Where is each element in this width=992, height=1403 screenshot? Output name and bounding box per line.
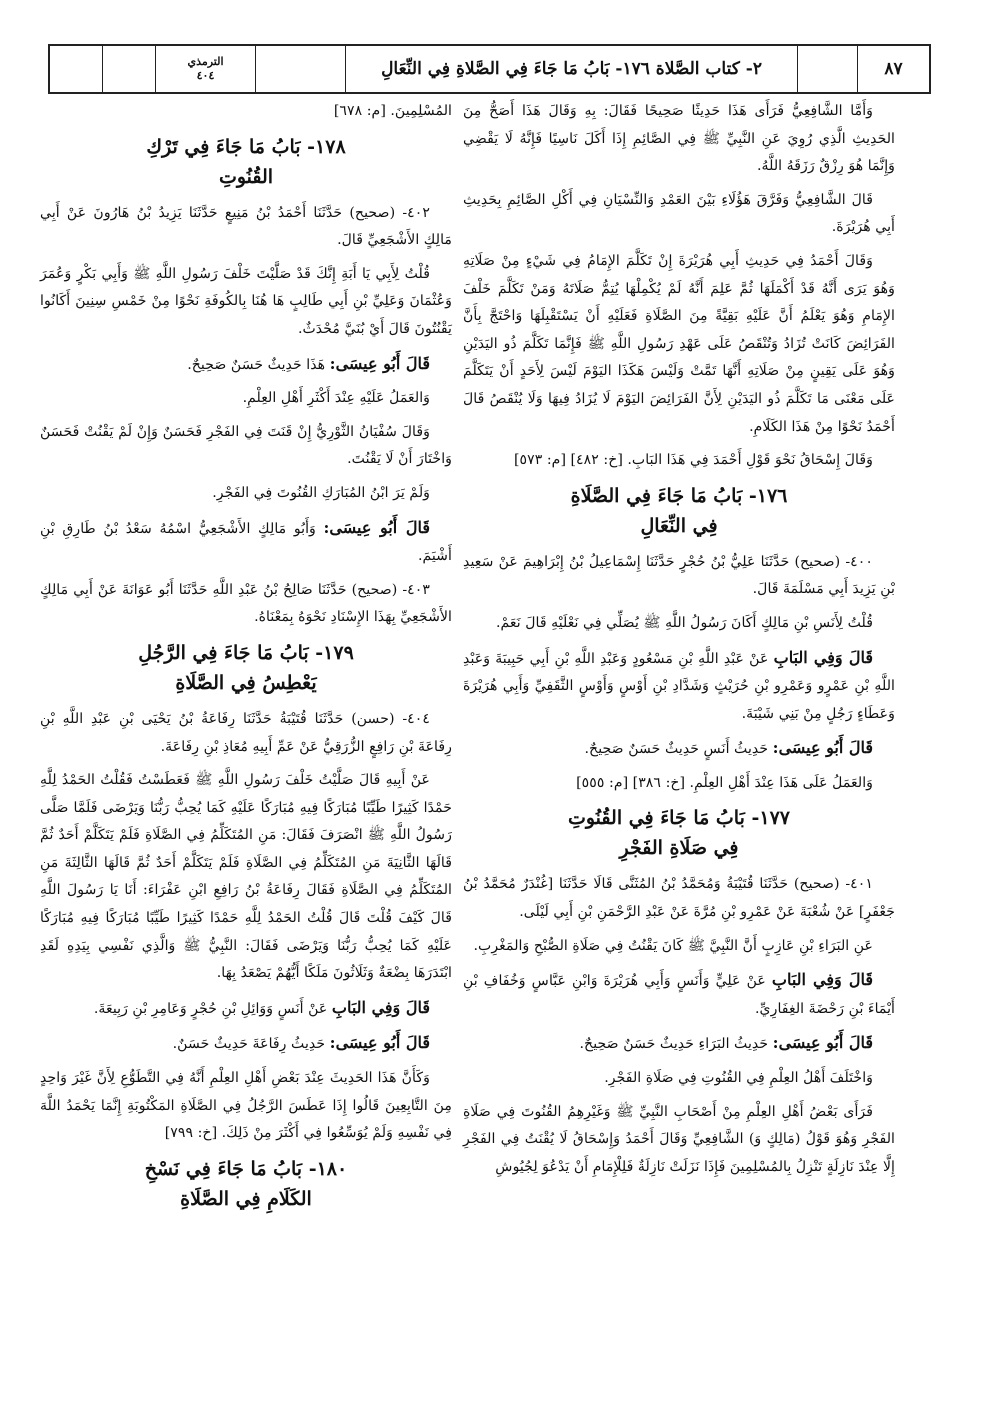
grading-text: حَدِيثُ رِفَاعَةَ حَدِيثٌ حَسَنٌ. — [172, 1036, 326, 1053]
hadith-bab — [463, 644, 895, 729]
bab-text: عَنْ عَبْدِ اللَّهِ بْنِ مَسْعُودٍ وَعَبْدِ اللَّهِ بْنِ أَبِي حَبِيبَةَ وَعَبْدِ اللَّهِ بْنِ عَمْرٍو وَعَمْرِو بْنِ حُرَيْثٍ وَشَدَّادِ بْنِ أَوْسٍ وَأَوْسٍ الثَّقَفِيِّ وَأَبِي هُرَيْرَةَ وَعَطَاءٍ رَجُلٍ مِنْ بَنِي شَيْبَةَ. — [463, 650, 895, 722]
paragraph: وَالعَمَلُ عَلَيْهِ عِنْدَ أَكْثَرِ أَهْلِ العِلْمِ. — [242, 390, 430, 407]
paragraph: وَاخْتَلَفَ أَهْلُ العِلْمِ فِي القُنُوتِ فِي صَلَاةِ الفَجْرِ. — [604, 1070, 873, 1087]
hadith-grading — [40, 514, 452, 571]
header-empty-cell — [102, 46, 155, 92]
header-empty-cell — [255, 46, 345, 92]
grading-text: وَأَبُو مَالِكٍ الأَشْجَعِيُّ اسْمُهُ سَعْدُ بْنُ طَارِقِ بْنِ أَشْيَمَ. — [40, 520, 452, 565]
chapter-heading-180 — [40, 1154, 452, 1214]
hadith-bab — [463, 966, 895, 1023]
page-number: ٨٧ — [857, 46, 929, 92]
book-label: الترمذي — [187, 55, 224, 68]
paragraph: وَالعَمَلُ عَلَى هَذَا عِنْدَ أَهْلِ العِلْمِ. [خ: ٣٨٦] [م: ٥٥٥] — [576, 774, 873, 791]
hadith-text: قُلْتُ لِأَبِي يَا أَبَةِ إِنَّكَ قَدْ صَلَّيْتَ خَلْفَ رَسُولِ اللَّهِ ﷺ وَأَبِي بَكْرٍ وَعُمَرَ وَعُثْمَانَ وَعَلِيِّ بْنِ أَبِي طَالِبٍ هَا هُنَا بِالكُوفَةِ نَحْوًا مِنْ خَمْسِ سِنِينَ أَكَانُوا يَقْنُتُونَ قَالَ أَيْ بُنَيَّ مُحْدَثٌ. — [40, 265, 452, 337]
abu-isa-label: قَالَ أَبُو عِيسَى: — [329, 353, 430, 373]
chapter-title-line: يَعْطِسُ فِي الصَّلَاةِ — [175, 671, 317, 694]
book-reference-cell — [155, 46, 255, 92]
hadith-grading — [463, 1029, 895, 1059]
chapter-title-line: فِي صَلَاةِ الفَجْرِ — [619, 837, 739, 860]
grading-text: حَدِيثُ البَرَاءِ حَدِيثٌ حَسَنٌ صَحِيحٌ. — [579, 1036, 769, 1053]
hadith-isnad: ٤٠٣- (صحيح) حَدَّثَنَا صَالِحُ بْنُ عَبْدِ اللَّهِ حَدَّثَنَا أَبُو عَوَانَةَ عَنْ أَبِي مَالِكٍ الأَشْجَعِيِّ بِهَذَا الإِسْنَادِ نَحْوَهُ بِمَعْنَاهُ. — [40, 581, 452, 626]
abu-isa-label: قَالَ أَبُو عِيسَى: — [772, 738, 873, 758]
hadith-isnad: ٤٠١- (صحيح) حَدَّثَنَا قُتَيْبَةُ وَمُحَمَّدُ بْنُ المُثَنَّى قَالَا حَدَّثَنَا [غُنْدَرٌ مُحَمَّدُ بْنُ جَعْفَرٍ] عَنْ شُعْبَةَ عَنْ عَمْرِو بْنِ مُرَّةَ عَنْ عَبْدِ الرَّحْمَنِ بْنِ أَبِي لَيْلَى. — [463, 876, 895, 921]
paragraph — [463, 447, 895, 475]
paragraph: فَرَأَى بَعْضُ أَهْلِ العِلْمِ مِنْ أَصْحَابِ النَّبِيِّ ﷺ وَغَيْرِهِمُ القُنُوتَ فِي صَلَاةِ الفَجْرِ وَهُوَ قَوْلُ (مَالِكٍ وَ) الشَّافِعِيِّ وَقَالَ أَحْمَدُ وَإِسْحَاقُ لَا يُقْنَتُ فِي الفَجْرِ إِلَّا عِنْدَ نَازِلَةٍ تَنْزِلُ بِالمُسْلِمِينَ فَإِذَا نَزَلَتْ نَازِلَةٌ فَلِلْإِمَامِ أَنْ يَدْعُوَ لِجُيُوشِ — [463, 1103, 895, 1175]
paragraph: وَقَالَ أَحْمَدُ فِي حَدِيثِ أَبِي هُرَيْرَةَ إِنْ تَكَلَّمَ الإِمَامُ فِي شَيْءٍ مِنْ صَلَاتِهِ وَهُوَ يَرَى أَنَّهُ قَدْ أَكْمَلَهَا ثُمَّ عَلِمَ أَنَّهُ لَمْ يُكْمِلْهَا يُتِمُّ صَلَاتَهُ وَمَنْ تَكَلَّمَ خَلْفَ الإِمَامِ وَهُوَ يَعْلَمُ أَنَّ عَلَيْهِ بَقِيَّةً مِنَ الصَّلَاةِ فَعَلَيْهِ أَنْ يَسْتَقْبِلَهَا وَاحْتَجَّ بِأَنَّ الفَرَائِضَ كَانَتْ تُزَادُ وَتُنْقَصُ عَلَى عَهْدِ رَسُولِ اللَّهِ ﷺ فَإِنَّمَا تَكَلَّمَ ذُو اليَدَيْنِ وَهُوَ عَلَى يَقِينٍ مِنْ صَلَاتِهِ أَنَّهَا تَمَّتْ وَلَيْسَ هَكَذَا اليَوْمَ لَيْسَ لِأَحَدٍ أَنْ يَتَكَلَّمَ عَلَى مَعْنَى مَا تَكَلَّمَ ذُو اليَدَيْنِ لِأَنَّ الفَرَائِضَ اليَوْمَ لَا يُزَادُ فِيهَا وَلَا يُنْقَصُ قَالَ أَحْمَدُ نَحْوًا مِنْ هَذَا الكَلَامِ. — [463, 252, 895, 435]
qala-label: قَالَ وَفِي البَابِ — [331, 997, 430, 1017]
hadith-text: عَنِ البَرَاءِ بْنِ عَازِبٍ أَنَّ النَّبِيَّ ﷺ كَانَ يَقْنُتُ فِي صَلَاةِ الصُّبْحِ وَالمَغْرِبِ. — [473, 937, 873, 954]
chapter-heading-179 — [40, 638, 452, 698]
chapter-title-line: القُنُوتِ — [218, 165, 274, 188]
bab-text: عَنْ أَنَسٍ وَوَائِلِ بْنِ حُجْرٍ وَعَامِرِ بْنِ رَبِيعَةَ. — [93, 1000, 328, 1017]
header-empty-cell — [797, 46, 857, 92]
bab-text: عَنْ عَلِيٍّ وَأَنَسٍ وَأَبِي هُرَيْرَةَ وَابْنِ عَبَّاسٍ وَخُفَافِ بْنِ أَيْمَاءَ بْنِ رَحْضَةَ الغِفَارِيِّ. — [463, 973, 895, 1017]
paragraph: وَلَمْ يَرَ ابْنُ المُبَارَكِ القُنُوتَ فِي الفَجْرِ. — [212, 484, 430, 501]
right-column — [463, 98, 895, 1187]
citation: وَقَالَ إِسْحَاقُ نَحْوَ قَوْلِ أَحْمَدَ فِي هَذَا البَابِ. [خ: ٤٨٢] [م: ٥٧٣] — [513, 452, 873, 469]
qala-label: قَالَ وَفِي البَابِ — [773, 647, 874, 667]
hadith-isnad: ٤٠٢- (صحيح) حَدَّثَنَا أَحْمَدُ بْنُ مَنِيعٍ حَدَّثَنَا يَزِيدُ بْنُ هَارُونَ عَنْ أَبِي مَالِكٍ الأَشْجَعِيِّ قَالَ. — [40, 204, 452, 249]
grading-text: حَدِيثُ أَنَسٍ حَدِيثٌ حَسَنٌ صَحِيحٌ. — [584, 741, 769, 758]
chapter-heading-177 — [463, 803, 895, 863]
grading-text: هَذَا حَدِيثٌ حَسَنٌ صَحِيحٌ. — [187, 356, 326, 373]
hadith-isnad: ٤٠٤- (حسن) حَدَّثَنَا قُتَيْبَةُ حَدَّثَنَا رِفَاعَةُ بْنُ يَحْيَى بْنِ عَبْدِ اللَّهِ بْنِ رِفَاعَةَ بْنِ رَافِعٍ الزُّرَقِيُّ عَنْ عَمِّ أَبِيهِ مُعَاذِ بْنِ رِفَاعَةَ. — [40, 710, 452, 755]
paragraph: وَقَالَ سُفْيَانُ الثَّوْرِيُّ إِنْ قَنَتَ فِي الفَجْرِ فَحَسَنٌ وَإِنْ لَمْ يَقْنُتْ فَحَسَنٌ وَاخْتَارَ أَنْ لَا يَقْنُتَ. — [40, 423, 452, 468]
chapter-heading-178 — [40, 132, 452, 192]
chapter-title-line: فِي النِّعَالِ — [640, 514, 718, 537]
paragraph: وَأَمَّا الشَّافِعِيُّ فَرَأَى هَذَا حَدِيثًا صَحِيحًا فَقَالَ: بِهِ وَقَالَ هَذَا أَصَحُّ مِنَ الحَدِيثِ الَّذِي رُوِيَ عَنِ النَّبِيِّ ﷺ فِي الصَّائِمِ إِذَا أَكَلَ نَاسِيًا فَإِنَّهُ لَا يَقْضِي وَإِنَّمَا هُوَ رِزْقٌ رَزَقَهُ اللَّهُ. — [463, 103, 895, 175]
paragraph: وَكَأَنَّ هَذَا الحَدِيثَ عِنْدَ بَعْضِ أَهْلِ العِلْمِ أَنَّهُ فِي التَّطَوُّعِ لِأَنَّ غَيْرَ وَاحِدٍ مِنَ التَّابِعِينَ قَالُوا إِذَا عَطَسَ الرَّجُلُ فِي الصَّلَاةِ المَكْتُوبَةِ إِنَّمَا يَحْمَدُ اللَّهَ فِي نَفْسِهِ وَلَمْ يُوَسِّعُوا فِي أَكْثَرَ مِنْ ذَلِكَ. [خ: ٧٩٩] — [40, 1070, 452, 1142]
chapter-title-line: ١٧٨- بَابُ مَا جَاءَ فِي تَرْكِ — [146, 135, 346, 158]
hadith-isnad: ٤٠٠- (صحيح) حَدَّثَنَا عَلِيُّ بْنُ حُجْرٍ حَدَّثَنَا إِسْمَاعِيلُ بْنُ إِبْرَاهِيمَ عَنْ سَعِيدِ بْنِ يَزِيدَ أَبِي مَسْلَمَةَ قَالَ. — [463, 553, 895, 598]
header-empty-cell — [50, 46, 102, 92]
paragraph: قَالَ الشَّافِعِيُّ وَفَرَّقَ هَؤُلَاءِ بَيْنَ العَمْدِ وَالنِّسْيَانِ فِي أَكْلِ الصَّائِمِ بِحَدِيثِ أَبِي هُرَيْرَةَ. — [463, 191, 895, 236]
volume-label: ٤٠٤ — [196, 69, 215, 82]
left-column — [40, 98, 452, 1222]
qala-label: قَالَ وَفِي البَابِ — [771, 970, 873, 990]
abu-isa-label: قَالَ أَبُو عِيسَى: — [323, 517, 430, 537]
chapter-title-line: ١٧٧- بَابُ مَا جَاءَ فِي القُنُوتِ — [567, 807, 791, 830]
abu-isa-label: قَالَ أَبُو عِيسَى: — [329, 1033, 430, 1053]
hadith-grading — [40, 350, 452, 380]
chapter-title-line: ١٨٠- بَابُ مَا جَاءَ فِي نَسْخِ — [144, 1157, 348, 1180]
hadith-text: عَنْ أَبِيهِ قَالَ صَلَّيْتُ خَلْفَ رَسُولِ اللَّهِ ﷺ فَعَطَسْتُ فَقُلْتُ الحَمْدُ لِلَّهِ حَمْدًا كَثِيرًا طَيِّبًا مُبَارَكًا فِيهِ مُبَارَكًا عَلَيْهِ كَمَا يُحِبُّ رَبُّنَا وَيَرْضَى فَلَمَّا صَلَّى رَسُولُ اللَّهِ ﷺ انْصَرَفَ فَقَالَ: مَنِ المُتَكَلِّمُ فِي الصَّلَاةِ فَلَمْ يَتَكَلَّمْ أَحَدٌ ثُمَّ قَالَهَا الثَّانِيَةَ مَنِ المُتَكَلِّمُ فِي الصَّلَاةِ فَلَمْ يَتَكَلَّمْ أَحَدٌ ثُمَّ قَالَهَا الثَّالِثَةَ مَنِ المُتَكَلِّمُ فِي الصَّلَاةِ فَقَالَ رِفَاعَةُ بْنُ رَافِعِ ابْنِ عَفْرَاءَ: أَنَا يَا رَسُولَ اللَّهِ قَالَ كَيْفَ قُلْتَ قَالَ قُلْتُ الحَمْدُ لِلَّهِ حَمْدًا كَثِيرًا طَيِّبًا مُبَارَكًا فِيهِ مُبَارَكًا عَلَيْهِ كَمَا يُحِبُّ رَبُّنَا وَيَرْضَى فَقَالَ: النَّبِيُّ ﷺ وَالَّذِي نَفْسِي بِيَدِهِ لَقَدِ ابْتَدَرَهَا بِضْعَةٌ وَثَلَاثُونَ مَلَكًا أَيُّهُمْ يَصْعَدُ بِهَا. — [40, 772, 452, 982]
hadith-grading — [40, 1029, 452, 1059]
paragraph-continuation: المُسْلِمِينَ. [م: ٦٧٨] — [333, 103, 452, 119]
abu-isa-label: قَالَ أَبُو عِيسَى: — [772, 1033, 873, 1053]
chapter-title-line: ١٧٩- بَابُ مَا جَاءَ فِي الرَّجُلِ — [138, 641, 354, 664]
chapter-title-line: الكَلَامِ فِي الصَّلَاةِ — [180, 1187, 312, 1210]
hadith-grading — [463, 734, 895, 764]
chapter-title-line: ١٧٦- بَابُ مَا جَاءَ فِي الصَّلَاةِ — [570, 484, 788, 507]
hadith-bab — [40, 994, 452, 1024]
hadith-text: قُلْتُ لِأَنَسِ بْنِ مَالِكٍ أَكَانَ رَسُولُ اللَّهِ ﷺ يُصَلِّي فِي نَعْلَيْهِ قَالَ نَعَمْ. — [495, 614, 873, 631]
chapter-heading-176 — [463, 481, 895, 541]
running-title: ٢- كتاب الصَّلاة ١٧٦- بَابُ مَا جَاءَ فِي الصَّلاةِ فِي النِّعَالِ — [345, 46, 797, 92]
page-header — [48, 44, 931, 94]
